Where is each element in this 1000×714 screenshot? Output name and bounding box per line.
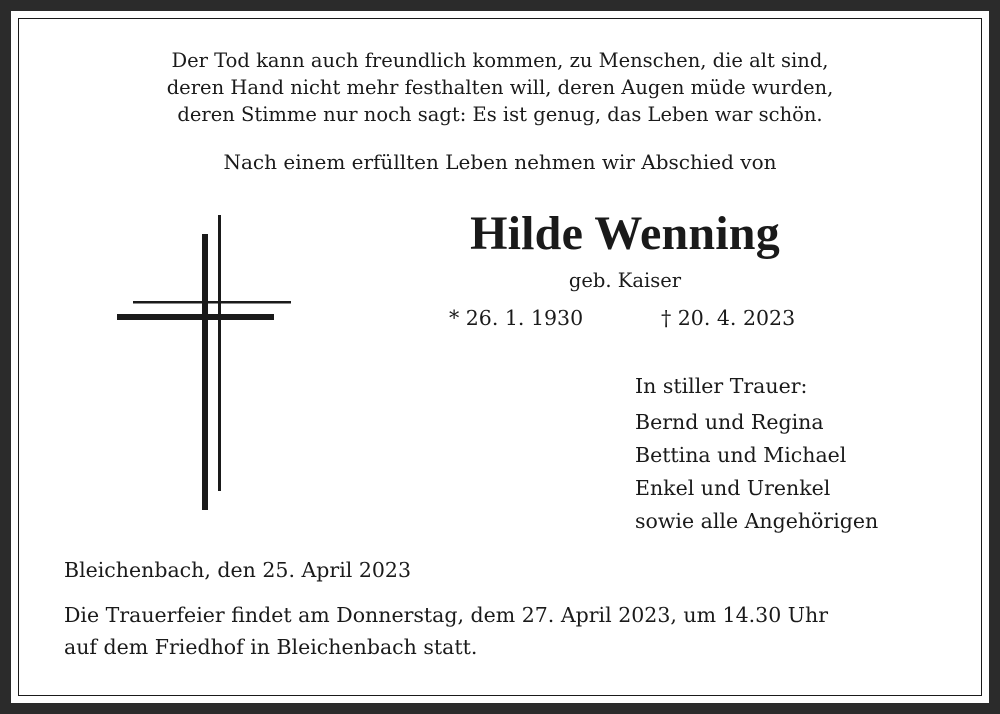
mourner-name: Enkel und Urenkel (635, 476, 831, 500)
deceased-name: Hilde Wenning (470, 207, 780, 260)
mourner-name: sowie alle Angehörigen (635, 509, 879, 533)
cross-thin-vertical (218, 215, 221, 491)
mourners-heading: In stiller Trauer: (635, 374, 808, 398)
service-line: Die Trauerfeier findet am Donnerstag, dem 27. April 2023, um 14.30 Uhr (64, 603, 829, 627)
farewell-intro: Nach einem erfüllten Leben nehmen wir Abschied von (223, 150, 777, 174)
death-date: † 20. 4. 2023 (661, 306, 796, 330)
maiden-name: geb. Kaiser (568, 269, 682, 292)
service-line: auf dem Friedhof in Bleichenbach statt. (64, 635, 478, 659)
mourners-block (635, 370, 878, 538)
mourner-name: Bernd und Regina (635, 410, 824, 434)
quote-line: Der Tod kann auch freundlich kommen, zu Menschen, die alt sind, (171, 49, 829, 72)
quote-line: deren Stimme nur noch sagt: Es ist genug, das Leben war schön. (177, 103, 823, 126)
cross-thin-horizontal (133, 301, 291, 304)
birth-date: * 26. 1. 1930 (449, 306, 584, 330)
cross-icon (115, 215, 295, 515)
place-and-date: Bleichenbach, den 25. April 2023 (64, 558, 412, 582)
memorial-quote (11, 47, 989, 128)
obituary-notice (11, 11, 989, 703)
quote-line: deren Hand nicht mehr festhalten will, deren Augen müde wurden, (166, 76, 834, 99)
funeral-service-info (64, 599, 828, 663)
cross-thick-vertical (202, 234, 208, 510)
mourner-name: Bettina und Michael (635, 443, 847, 467)
cross-thick-horizontal (117, 314, 274, 320)
